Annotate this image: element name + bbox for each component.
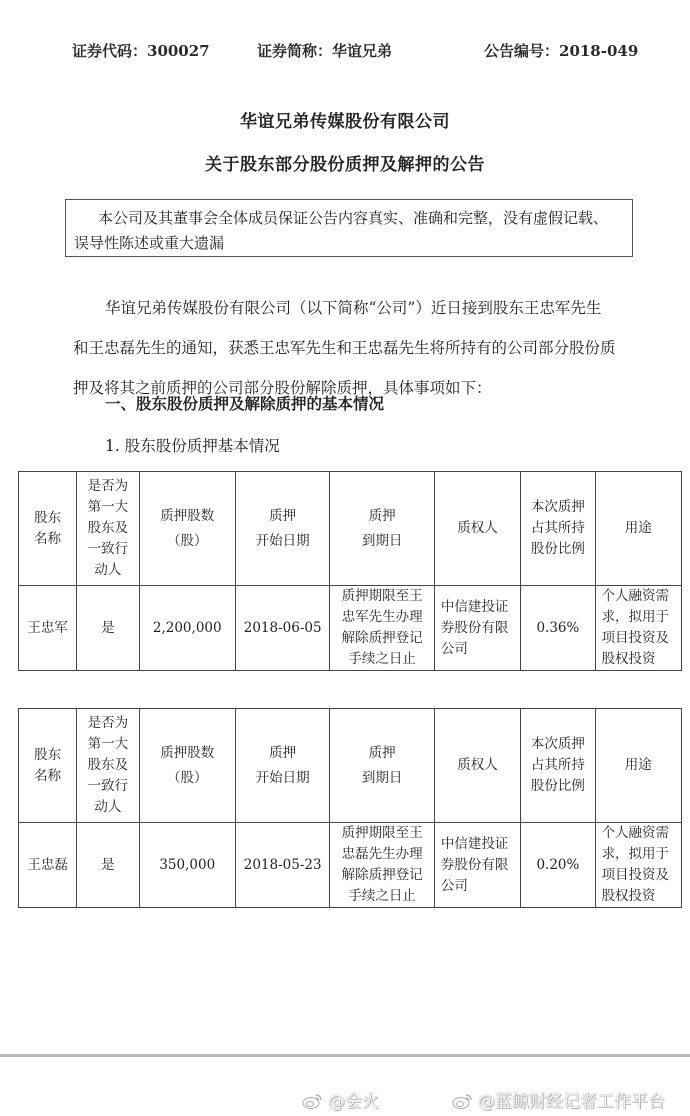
cell-end-date: 质押期限至王 忠军先生办理 解除质押登记 手续之日止 xyxy=(330,586,434,671)
header-ratio: 本次质押 占其所持 股份比例 xyxy=(521,709,595,823)
cell-shareholder: 王忠磊 xyxy=(19,823,77,908)
cell-start-date: 2018-06-05 xyxy=(235,586,329,671)
header-purpose: 用途 xyxy=(595,709,681,823)
header-start-date: 质押 开始日期 xyxy=(235,709,329,823)
announcement-meta xyxy=(72,40,639,64)
announcement-title: 关于股东部分股份质押及解押的公告 xyxy=(205,155,485,175)
table-row xyxy=(19,823,682,908)
stock-short-name: 证券简称：华谊兄弟 xyxy=(257,42,393,60)
weibo-icon xyxy=(302,1092,324,1110)
header-shareholder: 股东 名称 xyxy=(19,472,77,586)
header-ratio: 本次质押 占其所持 股份比例 xyxy=(521,472,595,586)
watermark-2 xyxy=(452,1087,665,1112)
header-pledgee: 质权人 xyxy=(434,472,520,586)
cell-pledged-shares: 350,000 xyxy=(139,823,235,908)
cell-is-largest: 是 xyxy=(77,586,139,671)
section-heading: 一、股东股份质押及解除质押的基本情况 xyxy=(105,394,385,413)
watermark-1-text: @会火 xyxy=(328,1092,379,1112)
cell-is-largest: 是 xyxy=(77,823,139,908)
header-end-date: 质押 到期日 xyxy=(330,709,434,823)
disclaimer-box xyxy=(65,199,633,257)
cell-end-date: 质押期限至王 忠磊先生办理 解除质押登记 手续之日止 xyxy=(330,823,434,908)
intro-line-3: 押及将其之前质押的公司部分股份解除质押，具体事项如下： xyxy=(73,379,492,397)
header-end-date: 质押 到期日 xyxy=(330,472,434,586)
disclaimer-line-2: 误导性陈述或重大遗漏 xyxy=(74,234,225,252)
watermark-2-text: @蓝鲸财经记者工作平台 xyxy=(478,1092,665,1112)
cell-pledgee: 中信建投证 券股份有限 公司 xyxy=(434,586,520,671)
cell-shareholder: 王忠军 xyxy=(19,586,77,671)
table-header-row xyxy=(19,709,682,823)
cell-pledgee: 中信建投证 券股份有限 公司 xyxy=(434,823,520,908)
cell-purpose: 个人融资需 求，拟用于 项目投资及 股权投资 xyxy=(595,823,681,908)
header-is-largest: 是否为 第一大 股东及 一致行 动人 xyxy=(77,472,139,586)
weibo-icon xyxy=(452,1092,474,1110)
pledge-table-2 xyxy=(18,708,682,908)
header-pledged-shares: 质押股数 （股） xyxy=(139,709,235,823)
header-purpose: 用途 xyxy=(595,472,681,586)
header-pledged-shares: 质押股数 （股） xyxy=(139,472,235,586)
pledge-table-1 xyxy=(18,471,682,671)
disclaimer-line-1: 本公司及其董事会全体成员保证公告内容真实、准确和完整，没有虚假记载、 xyxy=(98,209,609,227)
intro-line-2: 和王忠磊先生的通知，获悉王忠军先生和王忠磊先生将所持有的公司部分股份质 xyxy=(73,339,616,357)
cell-ratio: 0.36% xyxy=(521,586,595,671)
cell-ratio: 0.20% xyxy=(521,823,595,908)
header-is-largest: 是否为 第一大 股东及 一致行 动人 xyxy=(77,709,139,823)
subsection-heading: 1. 股东股份质押基本情况 xyxy=(105,437,280,455)
table-row xyxy=(19,586,682,671)
page-divider xyxy=(0,1054,690,1057)
cell-start-date: 2018-05-23 xyxy=(235,823,329,908)
cell-purpose: 个人融资需 求，拟用于 项目投资及 股权投资 xyxy=(595,586,681,671)
cell-pledged-shares: 2,200,000 xyxy=(139,586,235,671)
intro-line-1: 华谊兄弟传媒股份有限公司（以下简称“公司”）近日接到股东王忠军先生 xyxy=(105,299,602,317)
watermark-1 xyxy=(302,1087,379,1112)
announcement-number: 公告编号：2018-049 xyxy=(484,42,639,60)
stock-code: 证券代码：300027 xyxy=(72,42,210,60)
table-header-row xyxy=(19,472,682,586)
header-shareholder: 股东 名称 xyxy=(19,709,77,823)
header-pledgee: 质权人 xyxy=(434,709,520,823)
intro-paragraph xyxy=(73,288,633,408)
company-title: 华谊兄弟传媒股份有限公司 xyxy=(240,112,450,132)
header-start-date: 质押 开始日期 xyxy=(235,472,329,586)
